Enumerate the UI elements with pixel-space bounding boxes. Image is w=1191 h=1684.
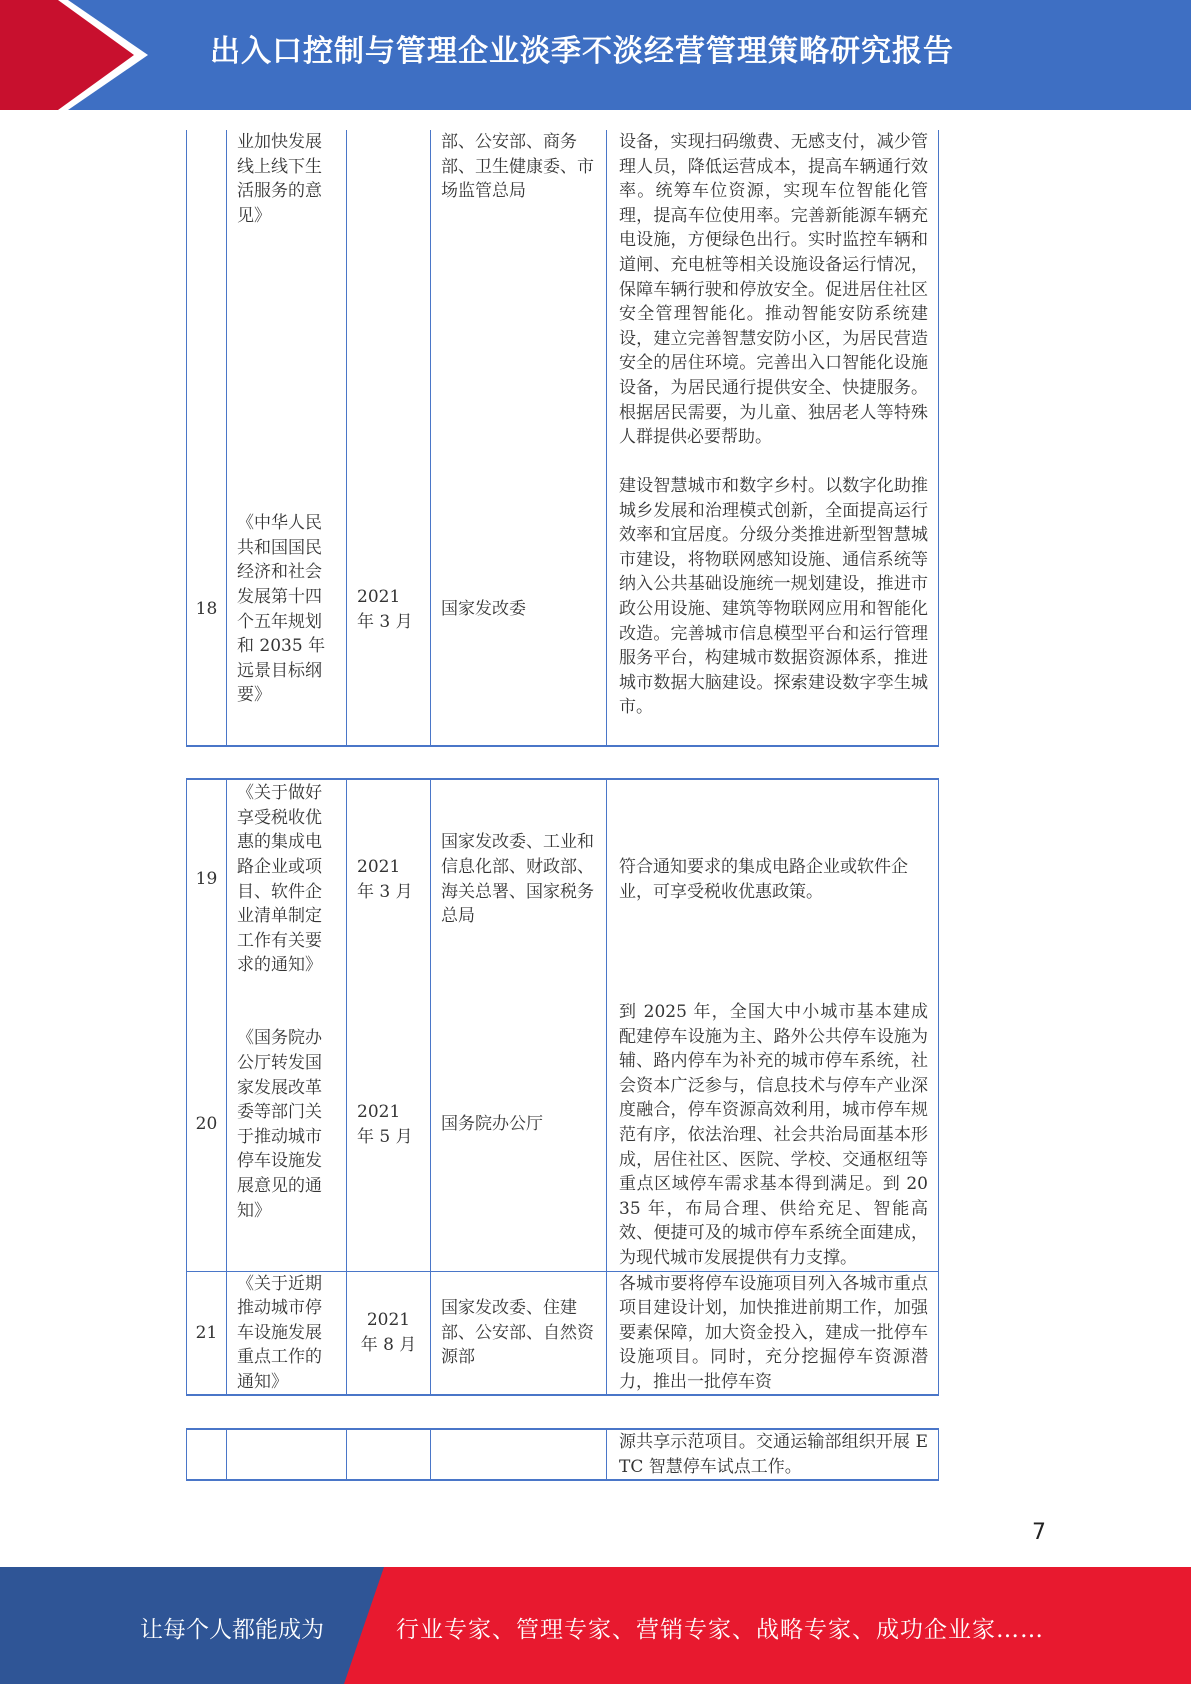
issuing-department: 国务院办公厅	[431, 979, 607, 1271]
issue-date: 2021 年 5 月	[347, 979, 431, 1271]
issue-date: 2021 年 3 月	[347, 474, 431, 746]
footer-slogan-left: 让每个人都能成为	[140, 1617, 324, 1643]
policy-table-part-1	[186, 130, 939, 747]
table-row	[187, 1429, 939, 1480]
page-header	[0, 0, 1191, 110]
table-row	[187, 979, 939, 1271]
row-number	[187, 130, 227, 474]
red-chevron-decoration	[0, 0, 160, 110]
page-footer	[0, 1567, 1191, 1684]
issue-date: 2021 年 8 月	[347, 1271, 431, 1395]
table-row	[187, 474, 939, 746]
policy-content: 建设智慧城市和数字乡村。以数字化助推城乡发展和治理模式创新，全面提高运行效率和宜居度。分级分类推进新型智慧城市建设，将物联网感知设施、通信系统等纳入公共基础设施统一规划建设，推进市政公用设施、建筑等物联网应用和智能化改造。完善城市信息模型平台和运行管理服务平台，构建城市数据资源体系，推进城市数据大脑建设。探索建设数字孪生城市。	[607, 474, 939, 746]
table-row	[187, 1271, 939, 1395]
policy-content: 各城市要将停车设施项目列入各城市重点项目建设计划，加快推进前期工作，加强要素保障，加大资金投入，建成一批停车设施项目。同时，充分挖掘停车资源潜力，推出一批停车资	[607, 1271, 939, 1395]
policy-content: 到 2025 年，全国大中小城市基本建成配建停车设施为主、路外公共停车设施为辅、路内停车为补充的城市停车系统，社会资本广泛参与，信息技术与停车产业深度融合，停车资源高效利用，城市停车规范有序，依法治理、社会共治局面基本形成，居住社区、医院、学校、交通枢纽等重点区域停车需求基本得到满足。到 2035 年，布局合理、供给充足、智能高效、便捷可及的城市停车系统全面建成，为现代城市发展提供有力支撑。	[607, 979, 939, 1271]
policy-content: 设备，实现扫码缴费、无感支付，减少管理人员，降低运营成本，提高车辆通行效率。统筹车位资源，实现车位智能化管理，提高车位使用率。完善新能源车辆充电设施，方便绿色出行。实时监控车辆和道闸、充电桩等相关设施设备运行情况，保障车辆行驶和停放安全。促进居住社区安全管理智能化。推动智能安防系统建设，建立完善智慧安防小区，为居民营造安全的居住环境。完善出入口智能化设施设备，为居民通行提供安全、快捷服务。根据居民需要，为儿童、独居老人等特殊人群提供必要帮助。	[607, 130, 939, 474]
policy-table-part-2	[186, 778, 939, 1396]
row-number	[187, 1429, 227, 1480]
issuing-department: 国家发改委	[431, 474, 607, 746]
table-row	[187, 130, 939, 474]
policy-content: 符合通知要求的集成电路企业或软件企业，可享受税收优惠政策。	[607, 779, 939, 979]
policy-name: 《国务院办公厅转发国家发展改革委等部门关于推动城市停车设施发展意见的通知》	[227, 979, 347, 1271]
policy-name: 《中华人民共和国国民经济和社会发展第十四个五年规划和 2035 年远景目标纲要》	[227, 474, 347, 746]
row-number: 20	[187, 979, 227, 1271]
footer-slogan-right: 行业专家、管理专家、营销专家、战略专家、成功企业家……	[396, 1617, 1044, 1643]
policy-name: 业加快发展线上线下生活服务的意见》	[227, 130, 347, 474]
issuing-department	[431, 1429, 607, 1480]
policy-table-part-3	[186, 1428, 939, 1481]
page-number: 7	[1032, 1520, 1046, 1545]
issuing-department: 国家发改委、住建部、公安部、自然资源部	[431, 1271, 607, 1395]
row-number: 21	[187, 1271, 227, 1395]
issue-date	[347, 1429, 431, 1480]
policy-name	[227, 1429, 347, 1480]
issue-date: 2021 年 3 月	[347, 779, 431, 979]
issue-date	[347, 130, 431, 474]
row-number: 18	[187, 474, 227, 746]
issuing-department: 国家发改委、工业和信息化部、财政部、海关总署、国家税务总局	[431, 779, 607, 979]
policy-content: 源共享示范项目。交通运输部组织开展 ETC 智慧停车试点工作。	[607, 1429, 939, 1480]
row-number: 19	[187, 779, 227, 979]
issuing-department: 部、公安部、商务部、卫生健康委、市场监管总局	[431, 130, 607, 474]
policy-name: 《关于近期推动城市停车设施发展重点工作的通知》	[227, 1271, 347, 1395]
table-row	[187, 779, 939, 979]
policy-name: 《关于做好享受税收优惠的集成电路企业或项目、软件企业清单制定工作有关要求的通知》	[227, 779, 347, 979]
report-title: 出入口控制与管理企业淡季不淡经营管理策略研究报告	[210, 34, 954, 69]
